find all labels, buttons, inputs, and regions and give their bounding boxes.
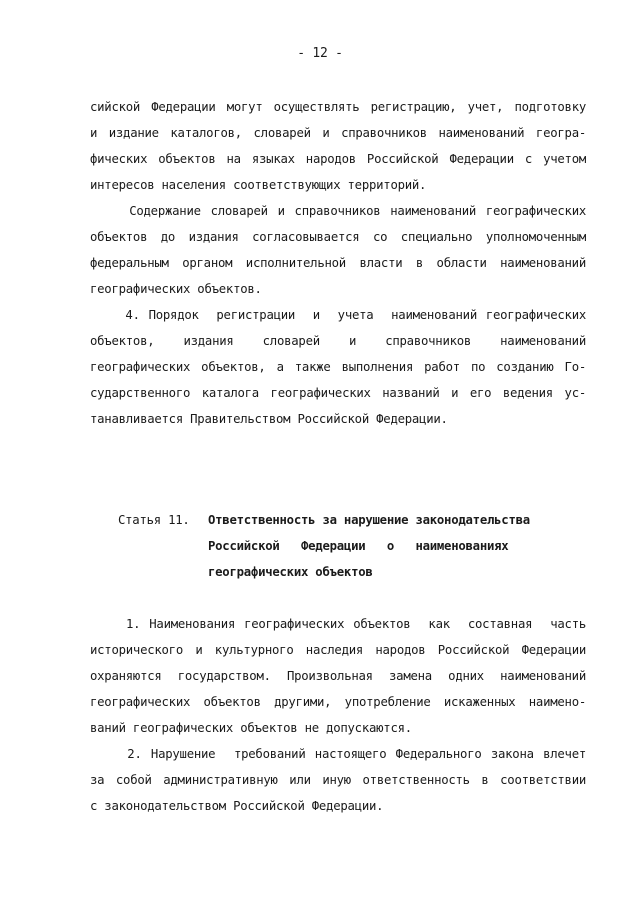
paragraph-1-line-4: интересов населения соответствующих территорий. <box>90 178 427 192</box>
paragraph-1-line-1: сийской Федерации могут осуществлять регистрацию, учет, подготовку <box>90 100 586 114</box>
paragraph-2-line-3: федеральным органом исполнительной власти в области наименований <box>90 256 586 270</box>
article-paragraph-1-line-4: географических объектов другими, употребление искаженных наимено- <box>90 695 586 709</box>
paragraph-1-line-2: и издание каталогов, словарей и справочников наименований геогра- <box>90 126 586 140</box>
paragraph-2-line-2: объектов до издания согласовывается со специально уполномоченным <box>90 230 586 244</box>
paragraph-3-line-2: объектов, издания словарей и справочников наименований <box>90 334 586 348</box>
article-paragraph-1-line-2: исторического и культурного наследия народов Российской Федерации <box>90 643 586 657</box>
article-title-line-3: географических объектов <box>208 565 373 579</box>
article-title-line-2: Российской Федерации о наименованиях <box>208 539 509 553</box>
article-paragraph-2-line-2: за собой административную или иную ответственность в соответствии <box>90 773 586 787</box>
article-paragraph-1-line-5: ваний географических объектов не допускаются. <box>90 721 412 735</box>
article-paragraph-2-line-1: 2. Нарушение требований настоящего Федерального закона влечет <box>90 747 586 761</box>
article-paragraph-1-line-1: 1. Наименования географических объектов как составная часть <box>90 617 586 631</box>
paragraph-2-line-1: Содержание словарей и справочников наименований географических <box>90 204 586 218</box>
paragraph-3-line-1: 4. Порядок регистрации и учета наименований географических <box>90 308 586 322</box>
article-paragraph-2-line-3: с законодательством Российской Федерации. <box>90 799 384 813</box>
article-title-line-1: Ответственность за нарушение законодательства <box>208 513 530 527</box>
paragraph-3-line-3: географических объектов, а также выполнения работ по созданию Го- <box>90 360 586 374</box>
page-number: - 12 - <box>297 46 343 61</box>
paragraph-3-line-5: танавливается Правительством Российской Федерации. <box>90 412 448 426</box>
paragraph-2-line-4: географических объектов. <box>90 282 262 296</box>
article-label: Статья 11. <box>118 513 190 527</box>
paragraph-1-line-3: фических объектов на языках народов Российской Федерации с учетом <box>90 152 586 166</box>
paragraph-3-line-4: сударственного каталога географических названий и его ведения ус- <box>90 386 586 400</box>
article-paragraph-1-line-3: охраняются государством. Произвольная замена одних наименований <box>90 669 586 683</box>
